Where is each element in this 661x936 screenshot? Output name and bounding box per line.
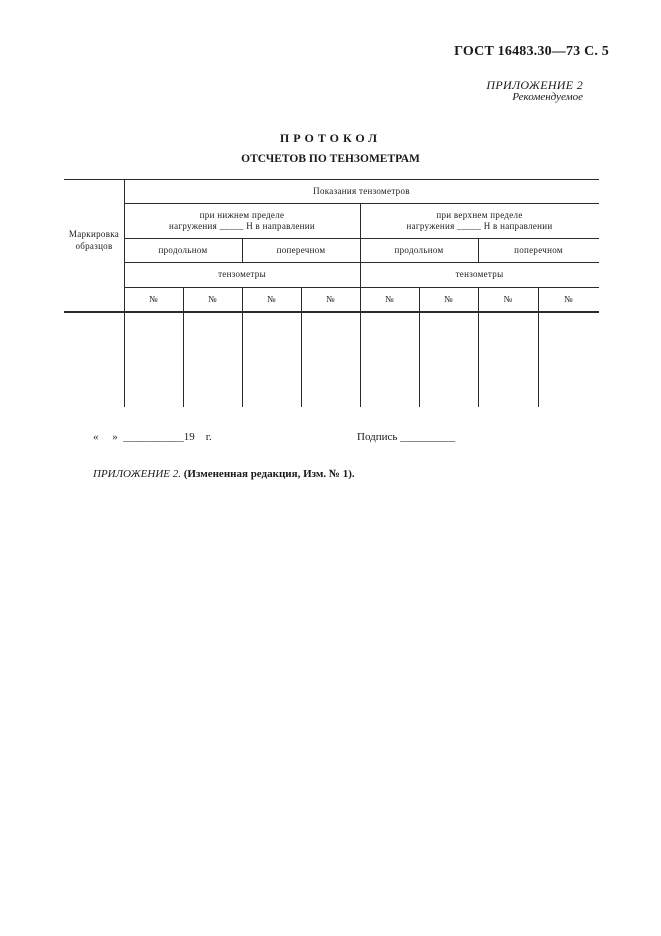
table-column-divider <box>242 287 243 407</box>
direction-upper-transverse: поперечном <box>514 245 563 255</box>
table-column-divider <box>301 287 302 407</box>
table-rule <box>124 203 599 204</box>
table-rule <box>124 238 599 239</box>
signature-field: Подпись __________ <box>357 431 456 443</box>
upper-limit-line2: нагружения _____ Н в направлении <box>406 221 553 231</box>
number-cell: № <box>564 294 573 304</box>
table-column-divider <box>419 287 420 407</box>
number-cell: № <box>444 294 453 304</box>
direction-lower-transverse: поперечном <box>276 245 326 255</box>
tensometers-lower: тензометры <box>218 269 266 279</box>
number-cell: № <box>149 294 158 304</box>
direction-upper-longitudinal: продольном <box>394 245 444 255</box>
amendment-note <box>93 468 355 480</box>
table-header-bottom <box>64 311 599 313</box>
tensometers-upper: тензометры <box>455 269 504 279</box>
direction-lower-longitudinal: продольном <box>158 245 208 255</box>
document-reference: ГОСТ 16483.30—73 С. 5 <box>454 44 609 59</box>
table-rule <box>124 262 599 263</box>
marking-header: Маркировка образцов <box>68 229 120 251</box>
number-cell: № <box>267 294 276 304</box>
readings-header: Показания тензометров <box>313 186 410 196</box>
protocol-subtitle: ОТСЧЕТОВ ПО ТЕНЗОМЕТРАМ <box>241 153 420 165</box>
table-column-divider <box>538 287 539 407</box>
number-cell: № <box>385 294 394 304</box>
appendix-status: Рекомендуемое <box>512 91 583 103</box>
amendment-note-ref: ПРИЛОЖЕНИЕ 2. <box>93 468 181 480</box>
number-cell: № <box>208 294 217 304</box>
table-column-divider <box>360 203 361 407</box>
date-field: « » ___________19 г. <box>93 431 212 443</box>
table-column-divider <box>183 287 184 407</box>
lower-limit-line2: нагружения _____ Н в направлении <box>168 221 316 231</box>
upper-limit-line1: при верхнем пределе <box>436 210 523 220</box>
table-rule <box>124 287 599 288</box>
amendment-note-text: (Измененная редакция, Изм. № 1). <box>183 468 355 480</box>
appendix-label: ПРИЛОЖЕНИЕ 2 <box>486 78 583 92</box>
lower-limit-line1: при нижнем пределе <box>199 210 285 220</box>
table-top-border <box>64 179 599 180</box>
table-column-divider <box>478 287 479 407</box>
number-cell: № <box>326 294 335 304</box>
protocol-title: ПРОТОКОЛ <box>279 131 382 145</box>
number-cell: № <box>503 294 513 304</box>
